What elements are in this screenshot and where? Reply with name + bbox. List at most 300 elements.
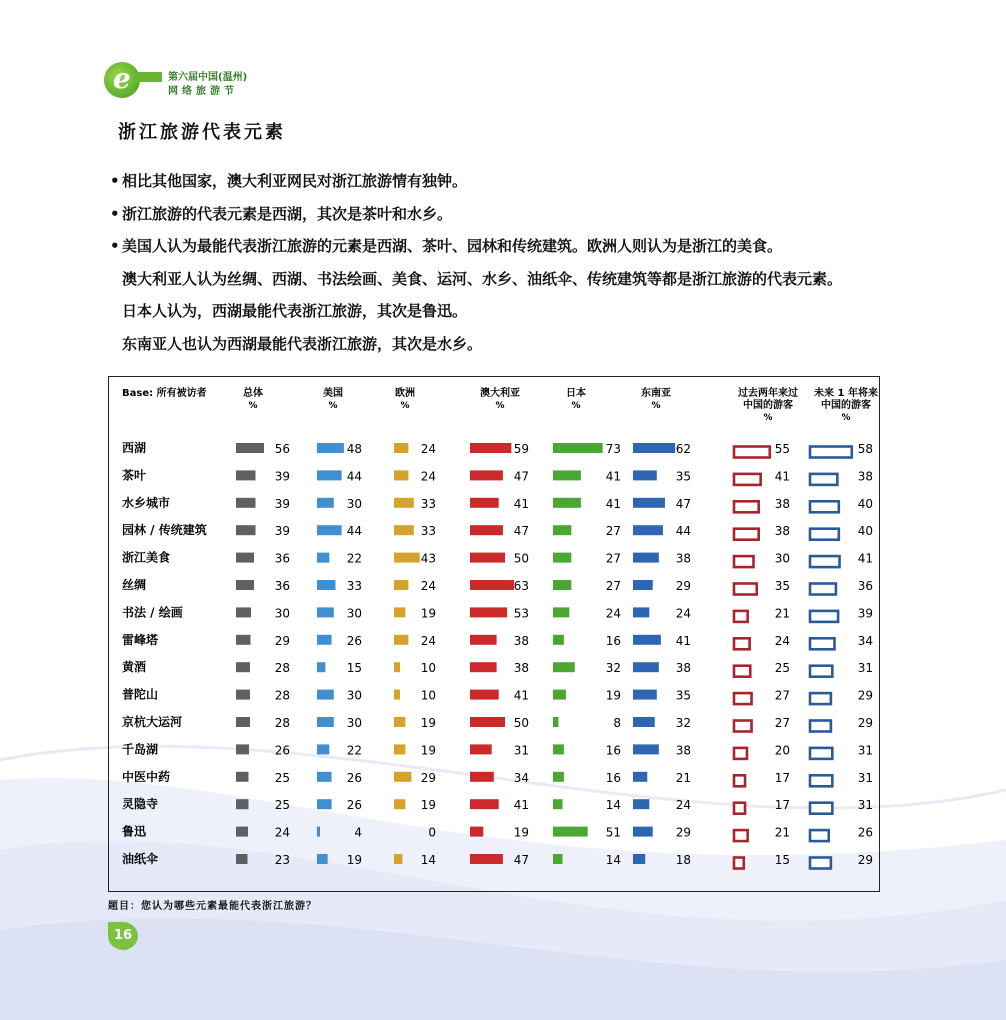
bar: [317, 580, 335, 590]
bar: [633, 470, 657, 480]
value-label: 73: [605, 442, 621, 456]
value-label: 39: [857, 606, 873, 621]
value-label: 44: [346, 469, 362, 484]
value-label: 41: [513, 798, 529, 813]
bar: [553, 525, 571, 535]
value-label: 63: [513, 579, 529, 593]
bar: [633, 580, 653, 590]
bar: [394, 772, 411, 782]
category-label: 水乡城市: [122, 495, 171, 510]
bar: [394, 498, 414, 508]
bar-outline: [810, 803, 832, 814]
bar: [470, 580, 514, 590]
value-label: 32: [605, 661, 621, 676]
series-unit: %: [763, 413, 773, 423]
value-label: 17: [774, 798, 790, 813]
value-label: 14: [605, 853, 621, 867]
logo-e-icon: e: [113, 62, 131, 95]
value-label: 33: [346, 579, 362, 593]
value-label: 34: [857, 633, 873, 648]
value-label: 41: [605, 496, 621, 511]
category-label: 中医中药: [122, 769, 171, 784]
value-label: 41: [675, 633, 691, 648]
value-label: 30: [346, 688, 362, 703]
bar: [633, 772, 647, 782]
value-label: 27: [605, 524, 621, 539]
value-label: 16: [605, 770, 621, 785]
value-label: 62: [675, 442, 691, 456]
value-label: 19: [420, 606, 436, 621]
category-label: 普陀山: [122, 687, 159, 702]
value-label: 16: [605, 743, 621, 758]
bar-outline: [810, 775, 832, 786]
bar-outline: [734, 830, 748, 841]
bar: [553, 635, 564, 645]
bar-outline: [810, 721, 831, 732]
bar: [317, 498, 334, 508]
bar-outline: [810, 748, 832, 759]
bar-outline: [734, 638, 750, 649]
value-label: 31: [857, 770, 873, 785]
bar: [553, 717, 558, 727]
series-header: 中国的游客: [821, 400, 871, 411]
bar: [553, 553, 571, 563]
bar: [470, 553, 505, 563]
bar-outline: [734, 748, 747, 759]
value-label: 47: [513, 853, 529, 867]
value-label: 55: [774, 442, 790, 456]
value-label: 38: [774, 496, 790, 511]
series-unit: %: [841, 413, 851, 423]
series-header: 中国的游客: [743, 400, 793, 411]
logo-text-line2: 网络旅游节: [168, 86, 238, 97]
bar-outline: [734, 501, 759, 512]
page-title: 浙江旅游代表元素: [118, 122, 286, 143]
category-label: 千岛湖: [122, 742, 159, 757]
value-label: 19: [420, 798, 436, 813]
category-label: 京杭大运河: [122, 715, 183, 729]
bar-outline: [810, 501, 839, 512]
value-label: 19: [420, 743, 436, 758]
bar: [236, 553, 254, 563]
bar: [633, 635, 661, 645]
bar-outline: [810, 584, 836, 595]
bar-outline: [734, 584, 757, 595]
bar: [317, 799, 332, 809]
bar: [236, 498, 256, 508]
value-label: 59: [513, 442, 529, 456]
value-label: 14: [605, 798, 621, 813]
value-label: 40: [857, 524, 873, 539]
bar-outline: [734, 529, 759, 540]
base-label: Base: 所有被访者: [122, 388, 207, 399]
bullet-text: 东南亚人也认为西湖最能代表浙江旅游，其次是水乡。: [122, 334, 483, 353]
category-label: 丝绸: [122, 578, 147, 592]
value-label: 8: [613, 716, 621, 730]
bar-outline: [734, 858, 744, 869]
series-header: 欧洲: [395, 388, 415, 399]
value-label: 38: [675, 743, 691, 758]
bar: [236, 607, 251, 617]
value-label: 35: [675, 469, 691, 484]
bar: [470, 470, 503, 480]
series-header: 澳大利亚: [480, 388, 520, 399]
category-label: 油纸伞: [122, 852, 159, 866]
bar: [317, 662, 325, 672]
bar-outline: [810, 474, 837, 485]
bar: [317, 470, 342, 480]
series-unit: %: [328, 401, 338, 411]
value-label: 33: [420, 524, 436, 539]
bar: [470, 772, 494, 782]
bar: [553, 662, 575, 672]
bar: [633, 854, 645, 864]
value-label: 44: [675, 524, 691, 539]
value-label: 21: [675, 770, 691, 785]
bar: [470, 854, 503, 864]
value-label: 24: [420, 579, 436, 593]
value-label: 35: [774, 579, 790, 593]
value-label: 26: [346, 633, 362, 648]
bar: [633, 799, 649, 809]
value-label: 35: [675, 688, 691, 703]
value-label: 41: [513, 688, 529, 703]
value-label: 30: [346, 716, 362, 730]
bar-outline: [734, 611, 748, 622]
bar: [236, 717, 250, 727]
bullet-dot: •: [110, 172, 120, 190]
value-label: 27: [605, 551, 621, 566]
bar: [236, 799, 249, 809]
value-label: 36: [274, 551, 290, 566]
bar: [553, 744, 564, 754]
bar: [633, 827, 653, 837]
bar-outline: [734, 721, 752, 732]
value-label: 25: [274, 770, 290, 785]
category-label: 黄酒: [122, 660, 147, 675]
value-label: 19: [605, 688, 621, 703]
value-label: 36: [274, 579, 290, 593]
category-label: 鲁迅: [122, 824, 147, 839]
bar: [317, 690, 334, 700]
bar: [470, 635, 497, 645]
value-label: 22: [346, 743, 362, 758]
value-label: 31: [857, 798, 873, 813]
bar-outline: [734, 803, 745, 814]
bar: [470, 799, 499, 809]
value-label: 15: [774, 853, 790, 867]
bar: [394, 553, 420, 563]
bar: [633, 662, 659, 672]
value-label: 41: [774, 469, 790, 484]
value-label: 24: [774, 633, 790, 648]
value-label: 51: [605, 825, 621, 840]
bar: [236, 827, 248, 837]
bar: [394, 717, 405, 727]
value-label: 41: [857, 551, 873, 566]
value-label: 17: [774, 770, 790, 785]
value-label: 38: [774, 524, 790, 539]
bar: [553, 799, 563, 809]
value-label: 27: [605, 579, 621, 593]
value-label: 44: [346, 524, 362, 539]
bullet-text: 相比其他国家，澳大利亚网民对浙江旅游情有独钟。: [122, 172, 468, 190]
value-label: 14: [420, 853, 436, 867]
bar: [317, 443, 344, 453]
value-label: 26: [346, 798, 362, 813]
bar: [317, 827, 320, 837]
value-label: 18: [675, 853, 691, 867]
bar: [236, 580, 254, 590]
category-label: 雷峰塔: [122, 632, 159, 647]
bar: [553, 498, 581, 508]
value-label: 24: [420, 633, 436, 648]
value-label: 28: [274, 688, 290, 703]
value-label: 31: [857, 743, 873, 758]
value-label: 40: [857, 496, 873, 511]
series-header: 东南亚: [641, 388, 671, 399]
bar: [553, 772, 564, 782]
value-label: 30: [274, 606, 290, 621]
bar: [470, 744, 492, 754]
value-label: 48: [346, 442, 362, 456]
series-header: 总体: [243, 388, 263, 399]
value-label: 29: [420, 770, 436, 785]
value-label: 36: [857, 579, 873, 593]
bar: [470, 717, 505, 727]
bar-outline: [810, 830, 829, 841]
value-label: 21: [774, 606, 790, 621]
bar-outline: [810, 529, 839, 540]
value-label: 39: [274, 469, 290, 484]
bar: [394, 470, 408, 480]
bar: [633, 690, 657, 700]
series-header: 过去两年来过: [738, 388, 798, 399]
category-label: 茶叶: [122, 468, 147, 483]
series-unit: %: [248, 401, 258, 411]
value-label: 19: [420, 716, 436, 730]
page-number: 16: [114, 928, 133, 943]
value-label: 4: [354, 825, 362, 840]
bar: [553, 690, 566, 700]
bar: [236, 443, 264, 453]
value-label: 33: [420, 496, 436, 511]
category-label: 园林 / 传统建筑: [122, 523, 207, 538]
bar: [394, 799, 405, 809]
value-label: 29: [857, 716, 873, 730]
value-label: 26: [274, 743, 290, 758]
bar: [317, 525, 342, 535]
bar: [553, 854, 563, 864]
value-label: 28: [274, 716, 290, 730]
value-label: 39: [274, 524, 290, 539]
value-label: 25: [274, 798, 290, 813]
bar: [633, 553, 659, 563]
series-unit: %: [495, 401, 505, 411]
bar: [470, 690, 499, 700]
value-label: 47: [513, 469, 529, 484]
bar-outline: [734, 775, 745, 786]
value-label: 15: [346, 661, 362, 676]
value-label: 41: [513, 496, 529, 511]
bar: [394, 854, 402, 864]
value-label: 19: [513, 825, 529, 840]
value-label: 50: [513, 551, 529, 566]
bar: [633, 744, 659, 754]
bar-outline: [734, 474, 761, 485]
value-label: 10: [420, 661, 436, 676]
bar: [633, 443, 675, 453]
value-label: 29: [274, 633, 290, 648]
bar: [317, 717, 334, 727]
value-label: 38: [857, 469, 873, 484]
value-label: 24: [420, 442, 436, 456]
value-label: 0: [428, 825, 436, 840]
value-label: 47: [513, 524, 529, 539]
bullet-text: 浙江旅游的代表元素是西湖，其次是茶叶和水乡。: [122, 204, 453, 223]
value-label: 21: [774, 825, 790, 840]
series-header: 美国: [323, 388, 343, 399]
bar-outline: [810, 556, 840, 567]
value-label: 24: [274, 825, 290, 840]
bullet-text: 澳大利亚人认为丝绸、西湖、书法绘画、美食、运河、水乡、油纸伞、传统建筑等都是浙江旅游的代表元素。: [122, 269, 843, 288]
bar: [394, 525, 414, 535]
bar: [553, 607, 569, 617]
bar-outline: [810, 611, 838, 622]
series-unit: %: [400, 401, 410, 411]
value-label: 38: [675, 661, 691, 676]
value-label: 30: [346, 606, 362, 621]
value-label: 24: [675, 798, 691, 813]
value-label: 50: [513, 716, 529, 730]
bar: [553, 580, 571, 590]
value-label: 19: [346, 853, 362, 867]
bar: [394, 744, 405, 754]
bullet-dot: •: [110, 204, 120, 223]
bar: [394, 580, 408, 590]
value-label: 53: [513, 606, 529, 621]
bar: [633, 498, 665, 508]
bar: [236, 772, 249, 782]
bar-outline: [734, 447, 770, 458]
bar-outline: [810, 638, 834, 649]
category-label: 书法 / 绘画: [122, 605, 183, 620]
bullet-text: 美国人认为最能代表浙江旅游的元素是西湖、茶叶、园林和传统建筑。欧洲人则认为是浙江的美食。: [122, 237, 783, 255]
series-header: 未来 1 年将来: [814, 388, 878, 399]
bar: [236, 690, 250, 700]
series-unit: %: [651, 401, 661, 411]
value-label: 20: [774, 743, 790, 758]
value-label: 24: [420, 469, 436, 484]
bar: [394, 443, 408, 453]
value-label: 25: [774, 661, 790, 676]
bar-outline: [810, 447, 852, 458]
bar: [394, 635, 408, 645]
value-label: 38: [513, 661, 529, 676]
value-label: 24: [675, 606, 691, 621]
value-label: 34: [513, 770, 529, 785]
value-label: 58: [857, 442, 873, 456]
value-label: 23: [274, 853, 290, 867]
bullet-text: 日本人认为，西湖最能代表浙江旅游，其次是鲁迅。: [122, 302, 468, 320]
bar: [633, 717, 655, 727]
question-footnote: 题目：您认为哪些元素最能代表浙江旅游？: [108, 901, 317, 912]
bar: [394, 662, 400, 672]
value-label: 26: [346, 770, 362, 785]
value-label: 56: [274, 442, 290, 456]
value-label: 22: [346, 551, 362, 566]
value-label: 29: [857, 688, 873, 703]
series-unit: %: [571, 401, 581, 411]
value-label: 29: [675, 825, 691, 840]
bar: [394, 607, 405, 617]
bar: [633, 607, 649, 617]
value-label: 24: [605, 606, 621, 621]
bar: [236, 635, 251, 645]
bar-outline: [734, 556, 754, 567]
bullet-dot: •: [110, 237, 120, 255]
page-number-badge: [108, 922, 138, 950]
bar: [317, 607, 334, 617]
bar: [317, 635, 332, 645]
series-header: 日本: [566, 388, 586, 399]
bar: [553, 470, 581, 480]
bar-outline: [810, 693, 831, 704]
bar-outline: [734, 693, 752, 704]
category-label: 西湖: [122, 441, 147, 455]
value-label: 16: [605, 633, 621, 648]
bar-outline: [734, 666, 750, 677]
value-label: 28: [274, 661, 290, 676]
bar-outline: [810, 666, 832, 677]
value-label: 41: [605, 469, 621, 484]
value-label: 27: [774, 688, 790, 703]
value-label: 32: [675, 716, 691, 730]
bar-outline: [810, 858, 831, 869]
value-label: 43: [420, 551, 436, 566]
bar: [317, 772, 332, 782]
value-label: 30: [774, 551, 790, 566]
bar: [236, 470, 256, 480]
value-label: 38: [675, 551, 691, 566]
value-label: 30: [346, 496, 362, 511]
bar: [317, 744, 329, 754]
bar: [470, 443, 511, 453]
value-label: 31: [513, 743, 529, 758]
value-label: 26: [857, 825, 873, 840]
bar: [553, 827, 588, 837]
bar: [470, 662, 497, 672]
bar: [317, 553, 329, 563]
value-label: 47: [675, 496, 691, 511]
bar: [317, 854, 328, 864]
bar: [236, 525, 256, 535]
bar: [470, 827, 483, 837]
bar: [470, 525, 503, 535]
value-label: 39: [274, 496, 290, 511]
logo-text-line1: 第六届中国(温州): [168, 72, 248, 83]
bar: [236, 854, 248, 864]
bar: [394, 690, 400, 700]
category-label: 灵隐寺: [122, 797, 159, 812]
bar: [633, 525, 663, 535]
value-label: 27: [774, 716, 790, 730]
value-label: 31: [857, 661, 873, 676]
value-label: 29: [857, 853, 873, 867]
bar: [236, 662, 250, 672]
category-label: 浙江美食: [122, 550, 171, 565]
value-label: 38: [513, 633, 529, 648]
